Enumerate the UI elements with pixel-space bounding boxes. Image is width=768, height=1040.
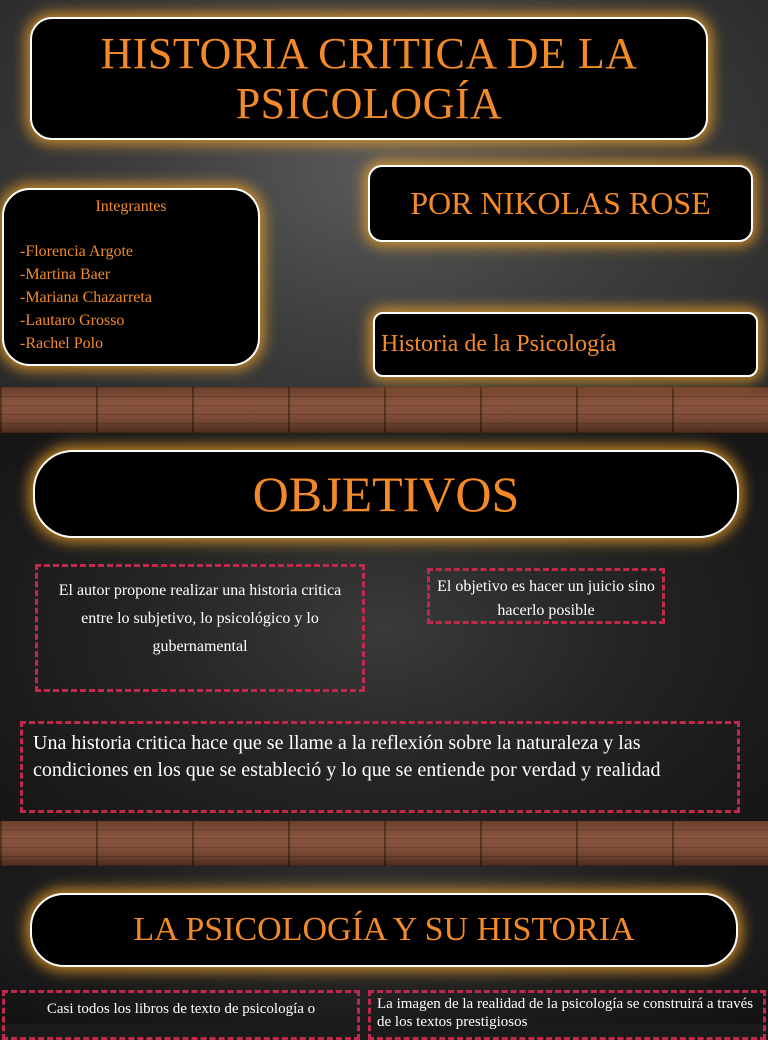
member-item: -Florencia Argote xyxy=(20,243,134,260)
psicologia-title: LA PSICOLOGÍA Y SU HISTORIA xyxy=(133,911,635,948)
integrantes-heading: Integrantes xyxy=(95,198,167,215)
course-box xyxy=(373,312,758,377)
slide-1-title: HISTORIA CRITICA DE LA PSICOLOGÍA xyxy=(100,28,638,128)
objective-box-1: El autor propone realizar una historia critica entre lo subjetivo, lo psicológico y lo gubernamental xyxy=(35,564,365,692)
integrantes-box xyxy=(2,188,260,366)
author-box xyxy=(368,165,753,242)
objetivos-title-box xyxy=(33,450,739,538)
objective-box-3: Una historia critica hace que se llame a la reflexión sobre la naturaleza y las condiciones en los que se estableció y lo que se entiende por verdad y realidad xyxy=(20,721,740,813)
objetivos-title: OBJETIVOS xyxy=(252,466,520,522)
text-box-left: Casi todos los libros de texto de psicología o xyxy=(2,990,360,1040)
slide-1-title-box xyxy=(30,17,708,140)
psicologia-title-box xyxy=(30,893,738,967)
member-item: -Martina Baer xyxy=(20,266,111,283)
member-item: -Lautaro Grosso xyxy=(20,312,125,329)
members-list xyxy=(20,240,152,355)
author-label: POR NIKOLAS ROSE xyxy=(410,185,711,221)
member-item: -Rachel Polo xyxy=(20,335,104,352)
wood-floor xyxy=(0,387,768,433)
text-box-right: La imagen de la realidad de la psicología se construirá a través de los textos prestigiosos xyxy=(368,990,766,1040)
objective-box-2: El objetivo es hacer un juicio sino hacerlo posible xyxy=(427,568,665,624)
course-label: Historia de la Psicología xyxy=(381,331,617,357)
member-item: -Mariana Chazarreta xyxy=(20,289,152,306)
wood-floor xyxy=(0,821,768,866)
